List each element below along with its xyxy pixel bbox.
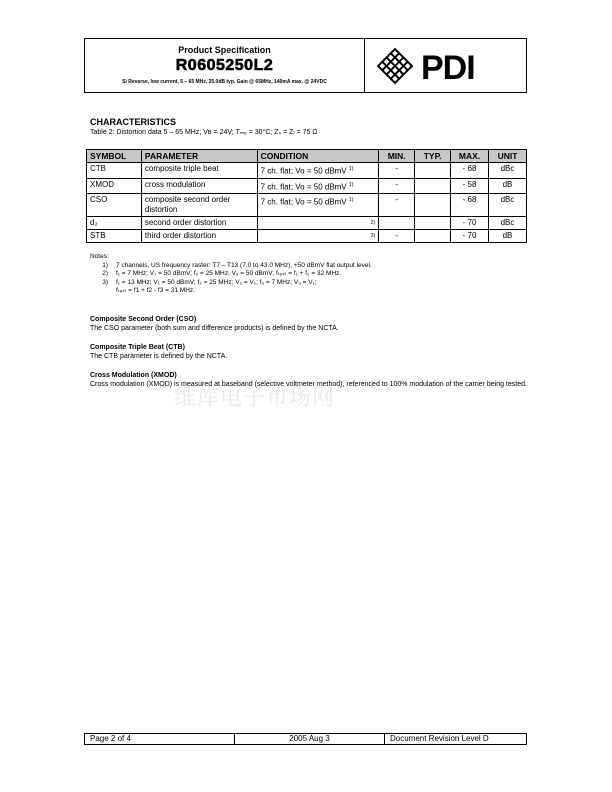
cell-unit: dBc bbox=[489, 194, 527, 217]
definition-text: The CSO parameter (both sum and difference products) is defined by the NCTA. bbox=[90, 324, 339, 332]
cell-max: - 68 bbox=[451, 163, 489, 179]
cell-condition bbox=[257, 230, 379, 243]
header-unit: UNIT bbox=[489, 150, 527, 163]
header-logo-block bbox=[365, 39, 526, 92]
header-title-block bbox=[85, 39, 365, 92]
cell-symbol: CSO bbox=[87, 194, 142, 217]
cell-symbol: CTB bbox=[87, 163, 142, 179]
cell-unit: dBc bbox=[489, 163, 527, 179]
cell-symbol: STB bbox=[87, 230, 142, 243]
definition-text: Cross modulation (XMOD) is measured at baseband (selective voltmeter method), referenced to 100% modulation of the carrier being tested. bbox=[90, 380, 527, 388]
cell-min: - bbox=[379, 163, 415, 179]
definition-text: The CTB parameter is defined by the NCTA. bbox=[90, 352, 228, 360]
definition-ctb bbox=[90, 344, 530, 361]
note-item: fₜₑₛₜ = f1 + f2 - f3 = 31 MHz. bbox=[116, 287, 195, 294]
cell-max: - 68 bbox=[451, 194, 489, 217]
cell-condition: 7 ch. flat; Vo = 50 dBmV $^{1)}$ bbox=[257, 194, 379, 217]
cell-max: - 70 bbox=[451, 217, 489, 230]
cell-min bbox=[379, 217, 415, 230]
cell-typ bbox=[415, 230, 451, 243]
definition-heading: Cross Modulation (XMOD) bbox=[90, 372, 177, 379]
footnote-ref: 1) bbox=[348, 181, 354, 188]
footnote-ref: 2) bbox=[370, 220, 376, 227]
doc-type: Product Specification bbox=[178, 45, 271, 55]
note-item: 1) 7 channels, US frequency raster: T7 – T13 (7.0 to 43.0 MHz), +50 dBmV flat output level. bbox=[102, 261, 372, 269]
table-row bbox=[87, 217, 527, 230]
cell-min: - bbox=[379, 230, 415, 243]
diamond-grid-icon bbox=[377, 48, 414, 85]
table-row bbox=[87, 230, 527, 243]
cell-typ bbox=[415, 163, 451, 179]
document-header bbox=[84, 38, 527, 93]
pdi-logo bbox=[375, 45, 525, 87]
watermark: 维库电子市场网 bbox=[174, 386, 336, 411]
cell-max: - 58 bbox=[451, 178, 489, 194]
cell-parameter: composite triple beat bbox=[141, 163, 257, 179]
notes-block bbox=[90, 253, 372, 296]
cell-parameter: composite second order distortion bbox=[141, 194, 257, 217]
notes-label: Notes: bbox=[90, 253, 109, 260]
cell-parameter: third order distortion bbox=[141, 230, 257, 243]
header-condition: CONDITION bbox=[257, 150, 379, 163]
cell-symbol: d₂ bbox=[87, 217, 142, 230]
footnote-ref: 1) bbox=[348, 166, 354, 172]
cell-parameter: second order distortion bbox=[141, 217, 257, 230]
note-item: 2) f₁ = 7 MHz; V₁ = 50 dBmV; f₂ = 25 MHz; V₂ = 50 dBmV; fₜₑₛₜ = f₁ + f₂ = 32 MHz. bbox=[102, 270, 342, 277]
cell-condition: 7 ch. flat; Vo = 50 dBmV $^{1)}$ bbox=[257, 178, 379, 194]
note-item: 3) f₁ = 13 MHz; V₁ = 50 dBmV; f₂ = 25 MHz; V₂ = V₁; f₃ = 7 MHz; V₃ = V₁; bbox=[102, 278, 317, 286]
part-number: R0605250L2 bbox=[175, 57, 274, 74]
cell-unit: dB bbox=[489, 178, 527, 194]
definition-cso bbox=[90, 316, 530, 333]
revision-level: Document Revision Level D bbox=[390, 734, 489, 743]
definition-heading: Composite Triple Beat (CTB) bbox=[90, 344, 185, 351]
distortion-table bbox=[86, 149, 527, 243]
footnote-ref: 3) bbox=[370, 233, 376, 240]
cell-unit: dBc bbox=[489, 217, 527, 230]
cell-typ bbox=[415, 178, 451, 194]
cell-max: - 70 bbox=[451, 230, 489, 243]
logo-text: PDI bbox=[421, 49, 475, 87]
cell-min: - bbox=[379, 194, 415, 217]
document-date: 2005 Aug 3 bbox=[235, 734, 385, 744]
header-parameter: PARAMETER bbox=[141, 150, 257, 163]
table-header-row bbox=[87, 150, 527, 163]
table-row bbox=[87, 194, 527, 217]
table-caption: Table 2: Distortion data 5 – 65 MHz; Vʙ = 24V; Tₘₑ = 30°C; Zₛ = Zₗ = 75 Ω bbox=[90, 129, 318, 136]
document-footer bbox=[84, 733, 527, 745]
cell-min: - bbox=[379, 178, 415, 194]
definition-heading: Composite Second Order (CSO) bbox=[90, 316, 197, 323]
header-subtitle: Si Reverse, low current, 5 – 65 MHz, 25.0dB typ. Gain @ 65MHz, 140mA max. @ 24VDC bbox=[122, 79, 327, 85]
table-row bbox=[87, 163, 527, 179]
cell-unit: dB bbox=[489, 230, 527, 243]
header-symbol: SYMBOL bbox=[87, 150, 142, 163]
footnote-ref: 1) bbox=[348, 197, 354, 204]
page-number: Page 2 of 4 bbox=[85, 734, 235, 744]
section-title: CHARACTERISTICS bbox=[90, 117, 177, 127]
cell-parameter: cross modulation bbox=[141, 178, 257, 194]
cell-symbol: XMOD bbox=[87, 178, 142, 194]
table-row bbox=[87, 178, 527, 194]
header-typ: TYP. bbox=[415, 150, 451, 163]
header-max: MAX. bbox=[451, 150, 489, 163]
cell-condition bbox=[257, 217, 379, 230]
cell-typ bbox=[415, 217, 451, 230]
cell-typ bbox=[415, 194, 451, 217]
cell-condition: 7 ch. flat; Vo = 50 dBmV $^{1)}$ bbox=[257, 163, 379, 179]
header-min: MIN. bbox=[379, 150, 415, 163]
